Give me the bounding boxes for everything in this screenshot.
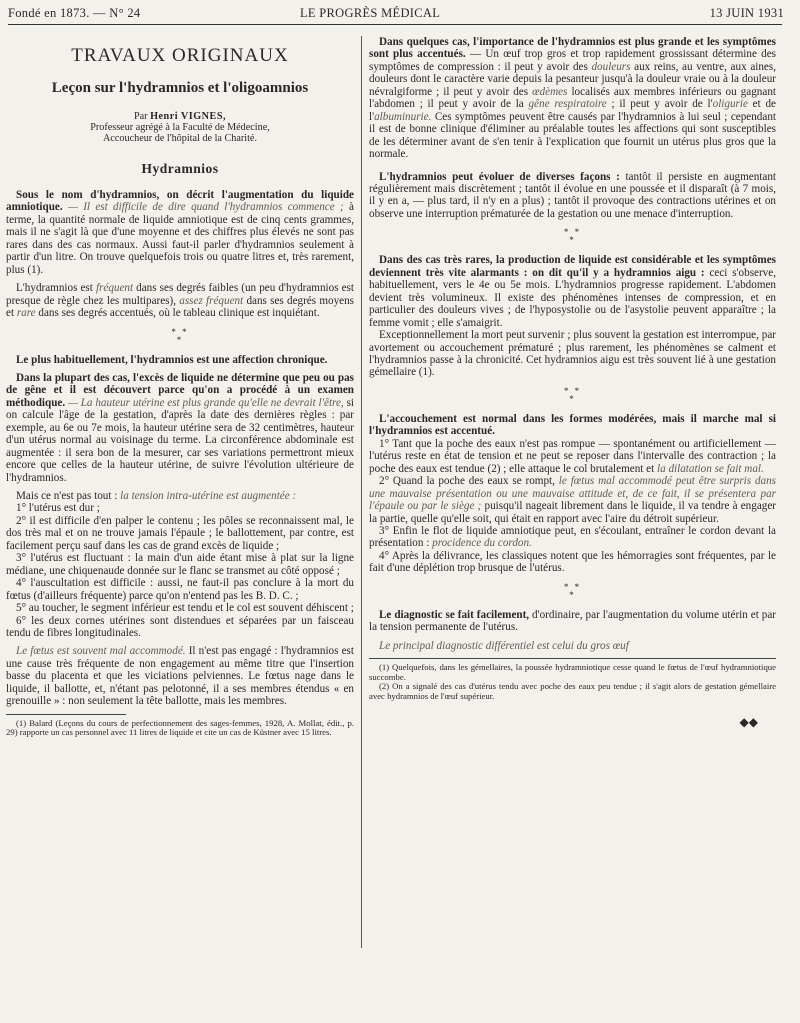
list-item: 4° l'auscultation est difficile : aussi, ne faut-il pas conclure à la mort du fœtus (d'ailleurs fréquente) parce qu'on n'entend pas les B. D. C. ; [6,577,354,602]
list-item: 6° les deux cornes utérines sont distendues et séparées par un faisceau tendu de fibres longitudinales. [6,614,354,640]
footnote-rule [6,714,126,715]
italic-phrase: douleurs [591,60,631,73]
text: Ces symptômes peuvent être causés par l'hydramnios à lui seul ; cependant il est de bonne clinique d'éliminer au préalable toutes les affections qui sont susceptibles de les déterminer avant de s'en tenir à l'explication que fournit un utérus plus gros que la normale. [369,110,776,161]
paragraph [369,254,776,329]
paragraph [369,171,776,221]
footnote: (1) Balard (Leçons du cours de perfectionnement des sages-femmes, 1928, A. Mollat, édit., p. 29) rapporte un cas personnel avec 11 litres de liquide et cite un cas de Küstner avec 15 litres. [6,717,354,738]
author-role-1: Professeur agrégé à la Faculté de Médecine, [90,122,270,134]
bold-lead: Sous le nom d'hydramnios, on décrit l'augmentation du liquide amniotique. [6,188,354,214]
italic-phrase: assez fréquent [179,294,244,307]
subheading: Hydramnios [141,160,219,176]
list-item: 1° l'utérus est dur ; [16,502,100,515]
bold-lead: Dans quelques cas, l'importance de l'hydramnios est plus grande et les symptômes sont plus accentués. [369,36,776,61]
paragraph [6,372,354,484]
text: d'ordinaire, par l'augmentation du volume utérin et par la tension permanente de l'utérus. [369,608,776,634]
bold-lead: Le plus habituellement, l'hydramnios est une affection chronique. [16,353,328,366]
italic-phrase: œdèmes [532,85,568,98]
italic-phrase: Le principal diagnostic différentiel est celui du gros œuf [379,639,629,652]
founded-issue: Fondé en 1873. — N° 24 [8,6,141,20]
bold-lead: L'hydramnios peut évoluer de diverses façons : [379,170,620,183]
italic-phrase: — La hauteur utérine est plus grande qu'elle ne devrait l'être, [67,396,344,409]
text: ; il peut y avoir de l' [611,98,713,111]
italic-phrase: gêne respiratoire [528,98,607,111]
text: ceci s'observe, habituellement, vers le 4e ou 5e mois. L'hydramnios progresse rapidement. L'abdomen devient très volumineux. Il existe des phénomènes intenses de compression, et en particulier des douleurs vives ; de l'hyposystolie ou de l'asystolie peuvent apparaître ; la femme vomit ; elle s'amaigrit. [369,266,776,329]
text: dans ses degrés accentués, où le tableau clinique est inquiétant. [38,307,320,320]
asterism: * * * [563,385,582,404]
paragraph [6,354,354,366]
paragraph [6,282,354,319]
text: puisqu'il nageait librement dans le liquide, il va tendre à engager la partie, quelle qu'elle soit, qui était en rapport avec l'aire du détroit supérieur. [369,500,776,525]
text: 3° Enfin le flot de liquide amniotique peut, en s'écoulant, entraîner le cordon devant la présentation : [369,524,776,550]
italic-phrase: la tension intra-utérine est augmentée : [120,490,297,503]
italic-phrase: albuminurie. [374,110,432,123]
italic-phrase: le fœtus mal accommodé peut être surpris dans une mauvaise présentation ou une mauvaise attitude et, de ce fait, il se présentera par l'épaule ou par le siège ; [369,475,776,513]
text: 1° Tant que la poche des eaux n'est pas rompue — spontanément ou artificiellement — l'utérus reste en état de tension et ne peut se reposer dans l'intervalle des contraction ; la poche des eaux est tendue (2) ; elle attaque le col brutalement et [369,437,776,475]
author-by: Par [133,110,148,122]
list-item: 5° au toucher, le segment inférieur est tendu et le col est souvent déhiscent ; [16,602,354,615]
running-header [8,6,784,24]
author-name: Henri VIGNES, [150,110,227,122]
end-ornament: ◆◆ [739,714,758,729]
issue-date: 13 JUIN 1931 [709,6,784,20]
italic-phrase: — Il est difficile de dire quand l'hydramnios commence ; [67,201,344,214]
author-role-2: Accoucheur de l'hôpital de la Charité. [102,133,258,145]
left-column [6,36,354,738]
text: L'hydramnios est [16,282,93,295]
author-block [6,111,354,145]
text: dans ses degrés moyens et [6,294,354,320]
paragraph: 4° Après la délivrance, les classiques notent que les hémorragies sont fréquentes, par le fait d'une déplétion trop brusque de l'utérus. [369,549,776,575]
asterism: * * * [171,326,189,345]
asterism: * * * [563,227,582,246]
italic-phrase: oligurie [712,98,748,111]
bold-lead: Dans la plupart des cas, l'excès de liquide ne détermine que peu ou pas de gêne et il est découvert parce qu'on a procédé à un examen méthodique. [6,371,354,409]
bold-lead: Dans des cas très rares, la production de liquide est considérable et les symptômes deviennent très vite alarmants : on dit qu'il y a hydramnios aigu : [369,254,776,279]
bold-lead: Le diagnostic se fait facilement, [379,608,530,621]
right-column [369,36,776,728]
paragraph [6,189,354,276]
bold-lead: L'accouchement est normal dans les formes modérées, mais il marche mal si l'hydramnios est accentué. [369,412,776,438]
text: — Un œuf trop gros et trop rapidement grossissant détermine des symptômes de compression : il peut y avoir des [369,48,776,73]
text: 2° Quand la poche des eaux se rompt, [379,475,555,488]
paragraph [6,490,354,502]
text: et de l' [369,98,776,123]
paragraph [369,413,776,438]
text: localisés aux membres inférieurs ou gagnant l'abdomen ; il peut y avoir de la [369,85,776,111]
article-title: Leçon sur l'hydramnios et l'oligoamnios [51,80,309,97]
text: à terme, la quantité normale de liquide amniotique est de cinq cents grammes, mais il ne s'agit là que d'une moyenne et des chiffres plus élevés ne sont pas rares dans des cas normaux. Aussi faut-il parler d'hydramnios seulement à partir d'un litre. On trouve quelquefois trois ou quatre litres et, très rarement, plus (1). [6,201,354,276]
footnote: (1) Quelquefois, dans les gémellaires, la poussée hydramniotique cesse quand le fœtus de l'œuf hydramniotique succombe. [369,662,776,682]
text: Mais ce n'est pas tout : [16,490,118,503]
asterism: * * * [563,581,582,600]
text: tantôt il persiste en augmentant régulièrement mais discrètement ; tantôt il évolue en une poussée et il disparaît (à 7 mois, il y en a, — plus tard, il n'y en a plus) ; tantôt il provoque des contractions utérines et on observe une interruption prématurée de la gestation ou une menace d'interruption. [369,170,776,220]
italic-phrase: fréquent [95,282,134,295]
paragraph [369,36,776,161]
paragraph [369,609,776,634]
paragraph [369,438,776,475]
paragraph [369,475,776,525]
footnote-rule [369,658,776,659]
italic-phrase: la dilatation se fait mal. [657,462,764,475]
text: aux reins, au ventre, aux aines, douleurs dont le caractère varie depuis la pesanteur jusqu'à la douleur vraie ou à la douleur névralgiforme ; il peut y avoir des [369,60,776,98]
paragraph: Exceptionnellement la mort peut survenir ; plus souvent la gestation est interrompue, par avortement ou accouchement prématuré ; plus rarement, les phénomènes se calment et l'hydramnios passe à la chronicité. Cet hydramnios aigu est très souvent lié à une gestation gémellaire (1). [369,329,776,379]
header-rule [8,24,782,25]
italic-phrase: procidence du cordon. [432,537,532,550]
list-item: 3° l'utérus est fluctuant : la main d'un aide étant mise à plat sur la ligne médiane, une chiquenaude donnée sur le flanc se transmet au côté opposé ; [6,552,354,577]
section-title: TRAVAUX ORIGINAUX [71,45,289,66]
paragraph [369,525,776,550]
journal-title: LE PROGRÈS MÉDICAL [300,6,441,20]
footnote: (2) On a signalé des cas d'utérus tendu avec poche des eaux peu tendue ; il s'agit alors de gestation gémellaire avec hydramnios de l'œuf supérieur. [369,681,776,701]
paragraph [6,645,354,707]
paragraph [369,640,776,652]
italic-phrase: Le fœtus est souvent mal accommodé. [16,645,186,658]
text: Il n'est pas engagé : l'hydramnios est une cause très fréquente de non engagement au même titre que l'insertion basse du placenta et que les viciations pelviennes. Le fœtus nage dans le liquide, il ballotte, et, n'étant pas pelotonné, il a ses membres étendus « en grenouille » : non seulement la tête ballotte, mais les membres. [6,645,354,708]
text: si on calcule l'âge de la gestation, d'après la date des dernières règles : par exemple, au 6e ou 7e mois, la hauteur utérine sera de 32 centimètres, hauteur d'un utérus normal au voisinage du terme. La circonférence abdominale est augmentée : il sera bon de la mesurer, car ses variations permettront mieux encore que celles de la hauteur utérine, de suivre l'évolution ultérieure de l'hydramnios. [6,396,354,484]
italic-phrase: rare [16,307,36,320]
list-item: 2° il est difficile d'en palper le contenu ; les pôles se reconnaissent mal, le dos très mal et on ne trouve jamais l'épaule ; le ballottement, par contre, est facilement perçu sauf dans les cas de grand excès de liquide ; [6,514,354,552]
text: dans ses degrés faibles (un peu d'hydramnios est presque de règle chez les multipares), [6,282,354,307]
column-divider [361,36,362,948]
